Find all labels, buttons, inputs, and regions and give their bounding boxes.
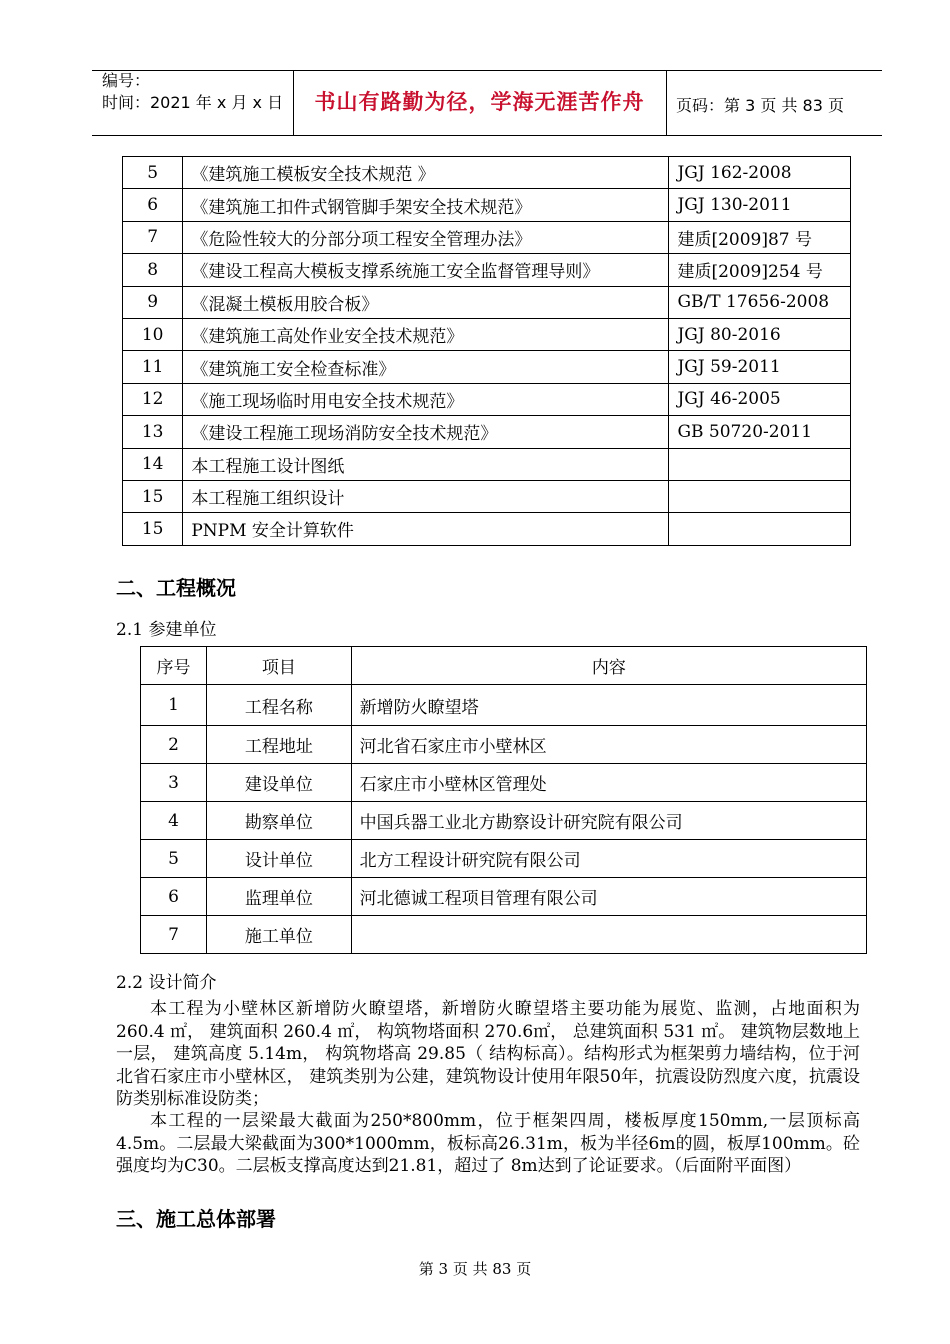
participant-no: 2: [141, 726, 207, 764]
standards-row: [123, 221, 851, 253]
standard-no: 11: [123, 351, 183, 383]
participant-content: 新增防火瞭望塔: [351, 685, 866, 726]
standards-row: [123, 513, 851, 545]
standard-name: 《建筑施工高处作业安全技术规范》: [183, 318, 669, 350]
participant-item: 监理单位: [207, 878, 352, 916]
standard-name: 《建设工程高大模板支撑系统施工安全监督管理导则》: [183, 254, 669, 286]
participants-row: [141, 916, 867, 954]
participant-content: [351, 916, 866, 954]
standard-code: JGJ 130-2011: [669, 189, 851, 221]
standard-code: GB 50720-2011: [669, 416, 851, 448]
header-time-label: 时间：2021 年 x 月 x 日: [102, 93, 284, 112]
participant-content: 河北德诚工程项目管理有限公司: [351, 878, 866, 916]
participant-content: 河北省石家庄市小壁林区: [351, 726, 866, 764]
standard-name: 《建筑施工安全检查标准》: [183, 351, 669, 383]
standards-row: [123, 416, 851, 448]
participants-row: [141, 764, 867, 802]
participant-no: 7: [141, 916, 207, 954]
standard-name: 本工程施工设计图纸: [183, 448, 669, 480]
standards-row: [123, 480, 851, 512]
participant-content: 石家庄市小壁林区管理处: [351, 764, 866, 802]
section-heading-deployment: 三、施工总体部署: [116, 1207, 276, 1231]
participants-row: [141, 878, 867, 916]
standard-name: 《建设工程施工现场消防安全技术规范》: [183, 416, 669, 448]
standard-code: JGJ 46-2005: [669, 383, 851, 415]
standards-row: [123, 189, 851, 221]
participant-no: 3: [141, 764, 207, 802]
header-serial-label: 编号：: [102, 71, 151, 90]
standards-row: [123, 157, 851, 189]
standard-name: 《混凝土模板用胶合板》: [183, 286, 669, 318]
participant-no: 1: [141, 685, 207, 726]
standard-name: 《建筑施工扣件式钢管脚手架安全技术规范》: [183, 189, 669, 221]
standard-no: 15: [123, 480, 183, 512]
standard-code: [669, 513, 851, 545]
participant-item: 勘察单位: [207, 802, 352, 840]
standards-row: [123, 351, 851, 383]
standard-code: 建质[2009]254 号: [669, 254, 851, 286]
standards-row: [123, 383, 851, 415]
standards-row: [123, 254, 851, 286]
standard-code: JGJ 59-2011: [669, 351, 851, 383]
standard-name: 《危险性较大的分部分项工程安全管理办法》: [183, 221, 669, 253]
standards-table: [122, 156, 851, 546]
standard-no: 14: [123, 448, 183, 480]
standard-no: 5: [123, 157, 183, 189]
page-footer: 第 3 页 共 83 页: [418, 1260, 532, 1278]
standard-code: JGJ 80-2016: [669, 318, 851, 350]
section-heading-overview: 二、工程概况: [116, 576, 236, 600]
participant-item: 工程名称: [207, 685, 352, 726]
standard-no: 13: [123, 416, 183, 448]
participant-no: 5: [141, 840, 207, 878]
standard-name: 本工程施工组织设计: [183, 480, 669, 512]
header-bottom-rule: [92, 135, 882, 136]
participants-row: [141, 802, 867, 840]
subsection-participants: 2.1 参建单位: [116, 620, 217, 640]
standards-row: [123, 318, 851, 350]
standard-code: [669, 480, 851, 512]
participant-item: 施工单位: [207, 916, 352, 954]
standard-code: 建质[2009]87 号: [669, 221, 851, 253]
participant-no: 4: [141, 802, 207, 840]
participants-row: [141, 840, 867, 878]
participants-table-header: [141, 647, 867, 685]
standard-no: 12: [123, 383, 183, 415]
standards-row: [123, 286, 851, 318]
standard-no: 7: [123, 221, 183, 253]
participant-item: 工程地址: [207, 726, 352, 764]
design-paragraph-1: 本工程为小壁林区新增防火瞭望塔，新增防火瞭望塔主要功能为展览、监测，占地面积为 260.4 ㎡， 建筑面积 260.4 ㎡， 构筑物塔面积 270.6㎡， 总建筑面积 531 ㎡。 建筑物层数地上一层， 建筑高度 5.14m， 构筑物塔高 29.85（ 结构标高）。结构形式为框架剪力墙结构，位于河北省石家庄市小壁林区， 建筑类别为公建，建筑物设计使用年限50年，抗震设防烈度六度，抗震设防类别标准设防类；: [116, 999, 860, 1109]
subsection-design-summary: 2.2 设计简介: [116, 973, 217, 993]
header-page-label: 页码：第 3 页 共 83 页: [676, 96, 844, 115]
participants-row: [141, 726, 867, 764]
column-header-content: 内容: [351, 647, 866, 685]
design-paragraph-2: 本工程的一层梁最大截面为250*800mm，位于框架四周，楼板厚度150mm,一层顶标高4.5m。二层最大梁截面为300*1000mm，板标高26.31m，板为半径6m的圆，板厚100mm。砼强度均为C30。二层板支撑高度达到21.81，超过了 8m达到了论证要求。（后面附平面图）: [116, 1111, 860, 1176]
standard-name: 《施工现场临时用电安全技术规范》: [183, 383, 669, 415]
standard-code: [669, 448, 851, 480]
header-motto: 书山有路勤为径，学海无涯苦作舟: [314, 90, 645, 114]
participants-row: [141, 685, 867, 726]
standard-no: 10: [123, 318, 183, 350]
standard-no: 6: [123, 189, 183, 221]
standard-no: 8: [123, 254, 183, 286]
standard-code: GB/T 17656-2008: [669, 286, 851, 318]
participants-table: [140, 646, 867, 954]
participant-item: 建设单位: [207, 764, 352, 802]
column-header-item: 项目: [207, 647, 352, 685]
participant-item: 设计单位: [207, 840, 352, 878]
header-divider-right: [666, 70, 667, 135]
standard-name: PNPM 安全计算软件: [183, 513, 669, 545]
participant-content: 中国兵器工业北方勘察设计研究院有限公司: [351, 802, 866, 840]
participant-content: 北方工程设计研究院有限公司: [351, 840, 866, 878]
standard-code: JGJ 162-2008: [669, 157, 851, 189]
standard-name: 《建筑施工模板安全技术规范 》: [183, 157, 669, 189]
standard-no: 15: [123, 513, 183, 545]
standards-row: [123, 448, 851, 480]
standard-no: 9: [123, 286, 183, 318]
column-header-no: 序号: [141, 647, 207, 685]
header-meta: [102, 70, 283, 114]
participant-no: 6: [141, 878, 207, 916]
